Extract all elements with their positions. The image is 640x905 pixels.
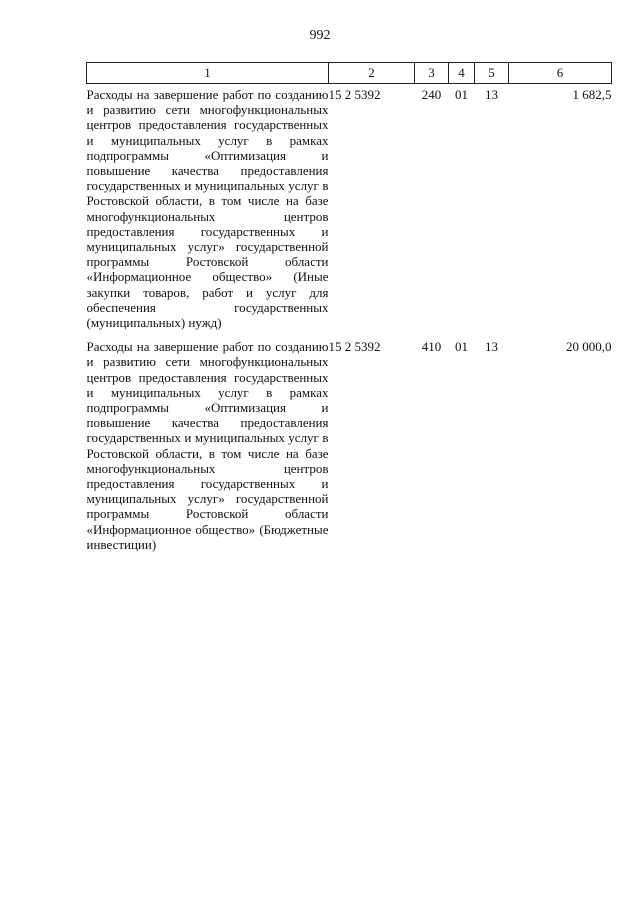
row-description: Расходы на завершение работ по созданию и развитию сети многофункциональных центров предоставления государственных и муниципальных услуг в рамках подпрограммы «Оптимизация и повышение качества предоставления государственных и муниципальных услуг в Ростовской области, в том числе на базе многофункциональных центров предоставления государственных и муниципальных услуг» государственной программы Ростовской области «Информационное общество» (Бюджетные инвестиции) bbox=[86, 339, 329, 552]
row-col3: 240 bbox=[421, 87, 442, 102]
row-code: 15 2 5392 bbox=[328, 339, 381, 355]
header-col-6: 6 bbox=[509, 63, 612, 84]
page-number: 992 bbox=[309, 28, 331, 43]
row-amount: 1 682,5 bbox=[572, 87, 612, 102]
row-col5: 13 bbox=[485, 339, 498, 355]
table-row bbox=[87, 84, 612, 331]
row-col5: 13 bbox=[485, 87, 498, 102]
row-col4: 01 bbox=[455, 87, 468, 102]
header-col-3: 3 bbox=[415, 63, 449, 84]
budget-table bbox=[86, 62, 612, 552]
row-col3: 410 bbox=[421, 339, 442, 355]
row-amount: 20 000,0 bbox=[566, 339, 612, 355]
header-col-5: 5 bbox=[475, 63, 509, 84]
table-header-row bbox=[87, 63, 612, 84]
header-col-2: 2 bbox=[329, 63, 415, 84]
row-col4: 01 bbox=[455, 339, 468, 355]
row-code: 15 2 5392 bbox=[328, 87, 381, 102]
header-col-1: 1 bbox=[87, 63, 329, 84]
row-description: Расходы на завершение работ по созданию и развитию сети многофункциональных центров предоставления государственных и муниципальных услуг в рамках подпрограммы «Оптимизация и повышение качества предоставления государственных и муниципальных услуг в Ростовской области, в том числе на базе многофункциональных центров предоставления государственных и муниципальных услуг» государственной программы Ростовской области «Информационное общество» (Иные закупки товаров, работ и услуг для обеспечения государственных (муниципальных) нужд) bbox=[86, 87, 329, 331]
table-row bbox=[87, 336, 612, 552]
header-col-4: 4 bbox=[449, 63, 475, 84]
